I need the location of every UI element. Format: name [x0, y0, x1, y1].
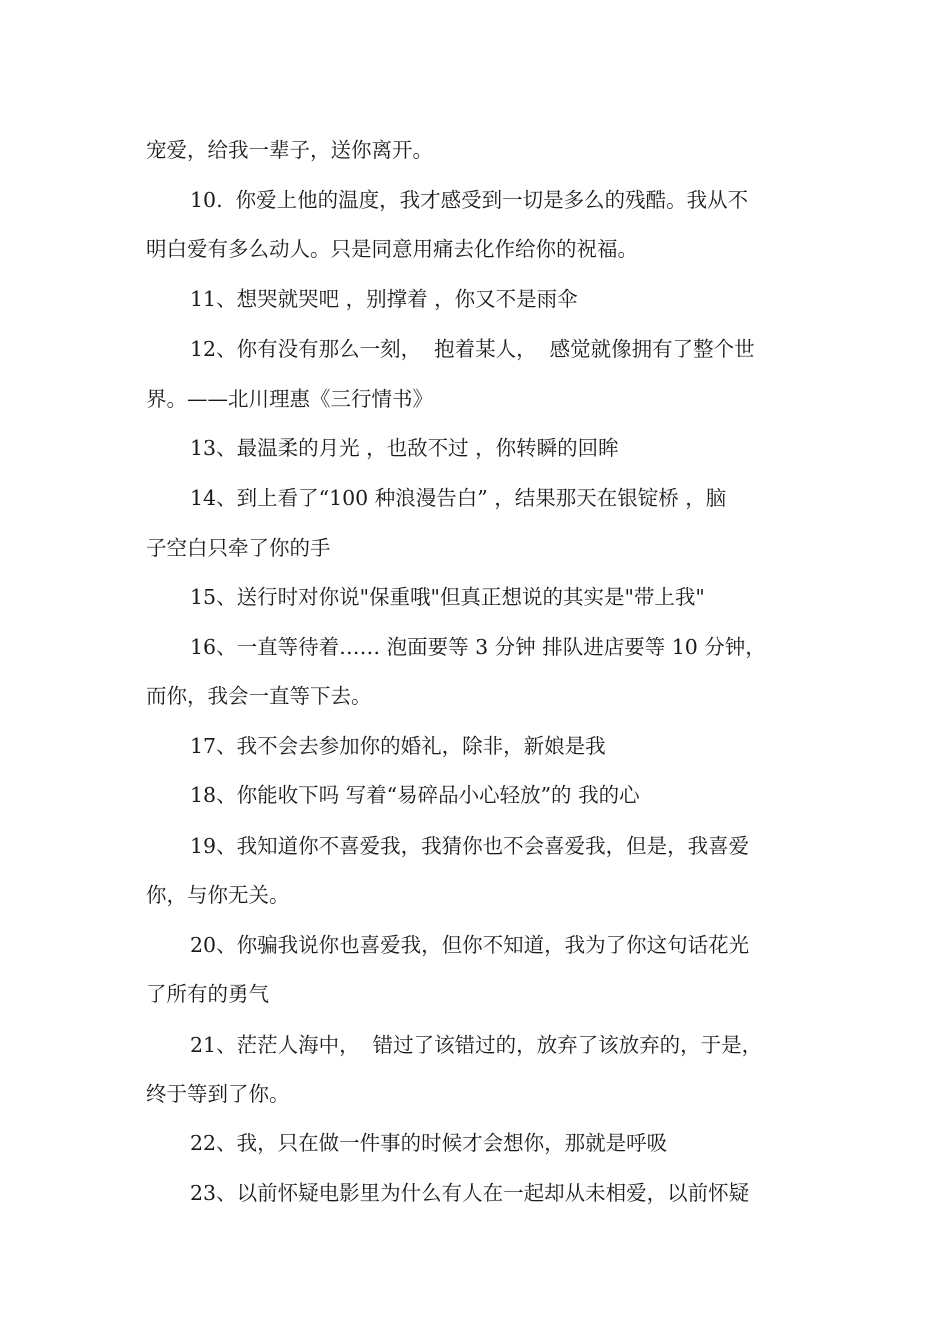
text-line: 16、一直等待着…… 泡面要等 3 分钟 排队进店要等 10 分钟，	[190, 635, 766, 659]
text-line: 宠爱，给我一辈子，送你离开。	[146, 138, 433, 162]
text-line: 子空白只牵了你的手	[146, 536, 331, 560]
text-line: 而你，我会一直等下去。	[146, 684, 372, 708]
text-line: 12、你有没有那么一刻， 抱着某人， 感觉就像拥有了整个世	[190, 337, 755, 361]
text-line: 明白爱有多么动人。只是同意用痛去化作给你的祝福。	[146, 237, 638, 261]
text-line: 界。——北川理惠《三行情书》	[146, 387, 433, 411]
text-line: 15、送行时对你说"保重哦"但真正想说的其实是"带上我"	[190, 585, 705, 609]
text-line: 21、茫茫人海中， 错过了该错过的，放弃了该放弃的，于是，	[190, 1033, 763, 1057]
text-line: 10. 你爱上他的温度，我才感受到一切是多么的残酷。我从不	[190, 188, 749, 212]
text-line: 11、想哭就哭吧 ，别撑着 ，你又不是雨伞	[190, 287, 578, 311]
text-line: 你，与你无关。	[146, 883, 290, 907]
text-line: 19、我知道你不喜爱我，我猜你也不会喜爱我，但是，我喜爱	[190, 834, 750, 858]
text-line: 18、你能收下吗 写着“易碎品小心轻放”的 我的心	[190, 783, 640, 807]
text-line: 17、我不会去参加你的婚礼，除非，新娘是我	[190, 734, 606, 758]
text-line: 23、以前怀疑电影里为什么有人在一起却从未相爱，以前怀疑	[190, 1181, 750, 1205]
text-line: 终于等到了你。	[146, 1082, 290, 1106]
text-line: 22、我，只在做一件事的时候才会想你，那就是呼吸	[190, 1131, 668, 1155]
text-line: 13、最温柔的月光 ，也敌不过 ，你转瞬的回眸	[190, 436, 619, 460]
text-line: 14、到上看了“100 种浪漫告白” ，结果那天在银锭桥 ，脑	[190, 486, 727, 510]
text-line: 20、你骗我说你也喜爱我，但你不知道，我为了你这句话花光	[190, 933, 750, 957]
text-line: 了所有的勇气	[146, 982, 269, 1006]
